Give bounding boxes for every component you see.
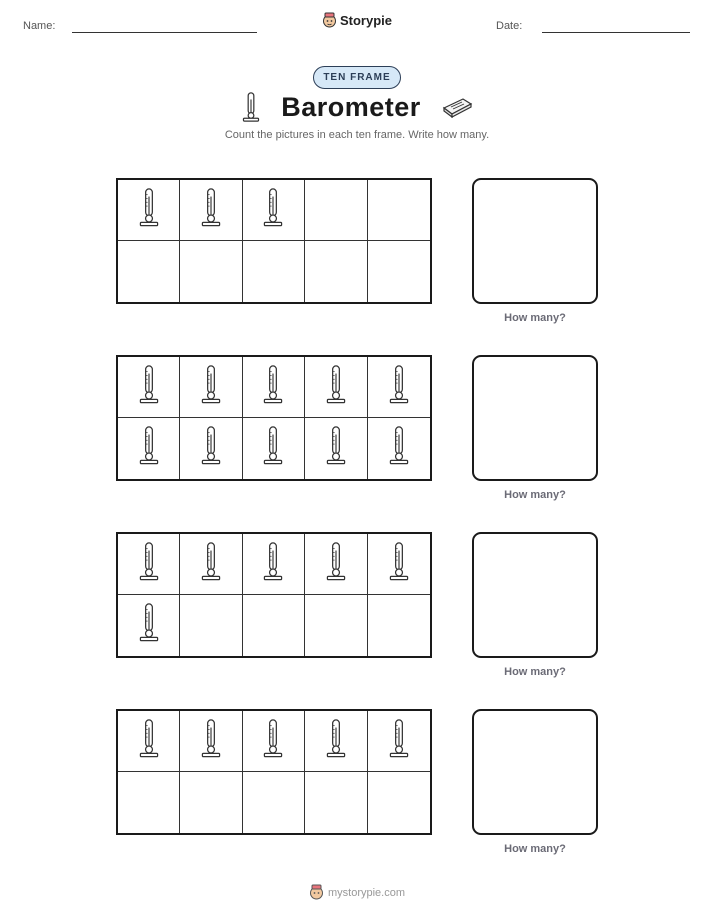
ten-frame-cell bbox=[118, 534, 180, 595]
thermometer-icon bbox=[262, 425, 284, 472]
thermometer-icon bbox=[325, 541, 347, 588]
ten-frame-cell bbox=[368, 772, 430, 833]
footer bbox=[0, 884, 714, 901]
ten-frame-cell bbox=[243, 357, 305, 418]
ten-frame-cell bbox=[368, 418, 430, 479]
date-label: Date: bbox=[496, 20, 523, 32]
ten-frame-cell bbox=[180, 534, 242, 595]
ten-frame-cell bbox=[180, 241, 242, 302]
answer-box[interactable] bbox=[472, 178, 598, 304]
thermometer-icon bbox=[262, 364, 284, 411]
ten-frame-cell bbox=[243, 772, 305, 833]
ten-frame-cell bbox=[368, 534, 430, 595]
page-title: Barometer bbox=[281, 91, 421, 122]
ten-frame-cell bbox=[243, 711, 305, 772]
thermometer-icon bbox=[262, 718, 284, 765]
ten-frame bbox=[116, 178, 432, 304]
ten-frame-cell bbox=[243, 595, 305, 656]
ten-frame-cell bbox=[180, 595, 242, 656]
ten-frame-cell bbox=[305, 418, 367, 479]
thermometer-icon bbox=[262, 187, 284, 234]
thermometer-icon bbox=[325, 425, 347, 472]
ten-frame-cell bbox=[305, 595, 367, 656]
how-many-label: How many? bbox=[504, 843, 566, 855]
thermometer-icon bbox=[138, 541, 160, 588]
ten-frame-cell bbox=[118, 711, 180, 772]
ten-frame-cell bbox=[118, 772, 180, 833]
ten-frame-cell bbox=[368, 357, 430, 418]
ten-frame-cell bbox=[118, 418, 180, 479]
ten-frame bbox=[116, 355, 432, 481]
thermometer-icon bbox=[325, 718, 347, 765]
thermometer-icon bbox=[388, 364, 410, 411]
ten-frame bbox=[116, 532, 432, 658]
ten-frame-cell bbox=[180, 772, 242, 833]
ten-frame-cell bbox=[118, 595, 180, 656]
answer-box[interactable] bbox=[472, 709, 598, 835]
thermometer-icon bbox=[325, 364, 347, 411]
thermometer-icon bbox=[138, 425, 160, 472]
name-line[interactable] bbox=[72, 32, 257, 33]
ten-frame-cell bbox=[180, 418, 242, 479]
ten-frame-cell bbox=[180, 357, 242, 418]
thermometer-icon bbox=[262, 541, 284, 588]
ten-frame-cell bbox=[118, 357, 180, 418]
answer-box[interactable] bbox=[472, 355, 598, 481]
thermometer-icon bbox=[138, 364, 160, 411]
ten-frame-cell bbox=[305, 711, 367, 772]
title-row bbox=[0, 88, 714, 126]
thermometer-icon bbox=[388, 541, 410, 588]
ten-frame-cell bbox=[243, 534, 305, 595]
thermometer-icon bbox=[138, 718, 160, 765]
ten-frame-cell bbox=[305, 772, 367, 833]
answer-box[interactable] bbox=[472, 532, 598, 658]
ten-frame bbox=[116, 709, 432, 835]
name-label: Name: bbox=[23, 20, 56, 32]
ten-frame-cell bbox=[243, 180, 305, 241]
how-many-label: How many? bbox=[504, 312, 566, 324]
ten-frame-cell bbox=[305, 357, 367, 418]
ten-frame-cell bbox=[368, 180, 430, 241]
thermometer-icon bbox=[200, 425, 222, 472]
ten-frame-cell bbox=[118, 241, 180, 302]
thermometer-icon bbox=[200, 541, 222, 588]
thermometer-icon bbox=[138, 187, 160, 234]
ten-frame-cell bbox=[243, 241, 305, 302]
instructions: Count the pictures in each ten frame. Write how many. bbox=[224, 129, 490, 141]
ten-frame-cell bbox=[368, 595, 430, 656]
ten-frame-cell bbox=[368, 711, 430, 772]
storypie-mascot-icon bbox=[322, 12, 337, 29]
ten-frame-cell bbox=[305, 180, 367, 241]
how-many-label: How many? bbox=[504, 489, 566, 501]
brand-logo bbox=[0, 12, 714, 29]
thermometer-icon bbox=[200, 187, 222, 234]
brand-name: Storypie bbox=[339, 13, 392, 28]
ten-frame-cell bbox=[243, 418, 305, 479]
thermometer-icon bbox=[200, 364, 222, 411]
thermometer-icon bbox=[241, 91, 261, 123]
thermometer-icon bbox=[138, 602, 160, 649]
thermometer-icon bbox=[200, 718, 222, 765]
date-line[interactable] bbox=[542, 32, 690, 33]
ten-frame-cell bbox=[118, 180, 180, 241]
ten-frame-cell bbox=[180, 711, 242, 772]
storypie-mascot-icon bbox=[309, 884, 324, 901]
ten-frame-cell bbox=[368, 241, 430, 302]
worksheet-type-badge: TEN FRAME bbox=[313, 66, 400, 89]
thermometer-icon bbox=[388, 718, 410, 765]
how-many-label: How many? bbox=[504, 666, 566, 678]
ten-frame-cell bbox=[305, 241, 367, 302]
footer-url: mystorypie.com bbox=[327, 886, 406, 899]
barometer-device-icon bbox=[441, 96, 473, 118]
thermometer-icon bbox=[388, 425, 410, 472]
ten-frame-cell bbox=[305, 534, 367, 595]
ten-frame-cell bbox=[180, 180, 242, 241]
